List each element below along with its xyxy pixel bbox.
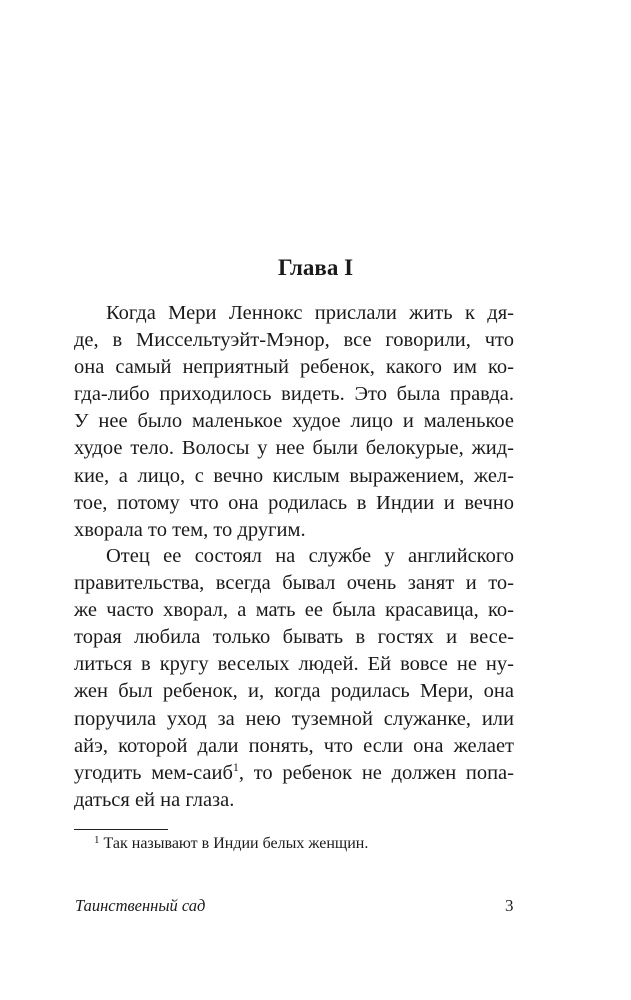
text-line: жен был ребенок, и, когда родилась Мери, она <box>74 680 514 703</box>
footnote-reference[interactable]: 1 <box>232 759 239 774</box>
chapter-title: Глава I <box>277 255 354 280</box>
text-line: правительства, всегда бывал очень занят и то- <box>74 572 514 595</box>
text-line: гда-либо приходилось видеть. Это была правда. <box>74 383 514 406</box>
paragraph-1 <box>74 300 514 544</box>
text-line: торая любила только бывать в гостях и весе- <box>74 626 514 649</box>
text-line: же часто хворал, а мать ее была красавица, ко- <box>74 599 514 622</box>
text-line: кие, а лицо, с вечно кислым выражением, жел- <box>74 464 514 487</box>
footnote <box>94 833 368 855</box>
footnote-divider <box>74 829 168 830</box>
text-line <box>74 760 514 787</box>
text-line: айэ, которой дали понять, что если она желает <box>74 734 514 757</box>
text-line: литься в кругу веселых людей. Ей вовсе не ну- <box>74 653 514 676</box>
footnote-text: Так называют в Индии белых женщин. <box>103 835 369 852</box>
text-line: хворала то тем, то другим. <box>74 518 306 541</box>
text-line: она самый неприятный ребенок, какого им ко- <box>74 356 514 379</box>
footnote-marker: 1 <box>94 834 100 846</box>
paragraph-2 <box>74 543 514 814</box>
text-line: де, в Миссельтуэйт-Мэнор, все говорили, что <box>74 329 514 352</box>
text-segment: угодить мем-саиб <box>74 761 233 784</box>
page-number: 3 <box>505 896 514 915</box>
text-line: худое тело. Волосы у нее были белокурые, жид- <box>74 437 514 460</box>
text-segment: , то ребенок не должен попа- <box>238 761 514 784</box>
text-line: поручила уход за нею туземной служанке, или <box>74 707 514 730</box>
text-line: У нее было маленькое худое лицо и маленькое <box>74 410 514 433</box>
text-line: Отец ее состоял на службе у английского <box>106 545 514 567</box>
text-line: даться ей на глаза. <box>74 788 235 811</box>
running-footer-title: Таинственный сад <box>75 896 206 915</box>
text-line: Когда Мери Леннокс прислали жить к дя- <box>106 302 514 324</box>
text-line: тое, потому что она родилась в Индии и вечно <box>74 491 514 514</box>
